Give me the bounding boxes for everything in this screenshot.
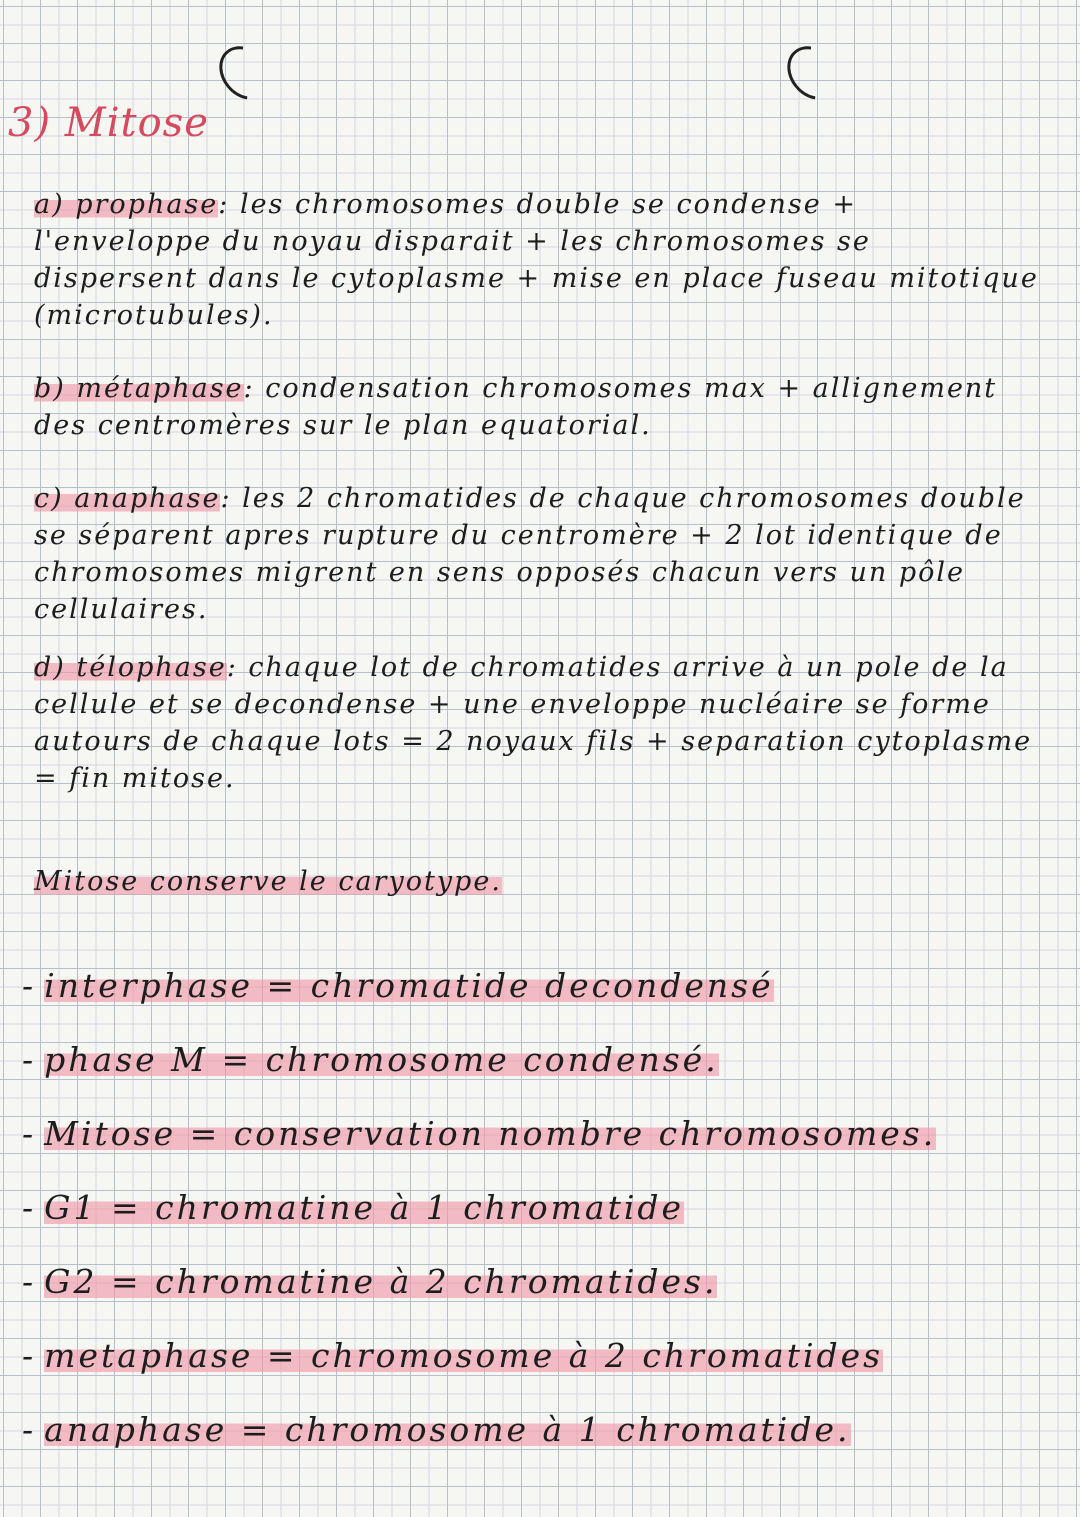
list-item: - interphase = chromatide decondensé bbox=[22, 966, 774, 1005]
metaphase-label: b) métaphase bbox=[34, 373, 244, 404]
list-item: - metaphase = chromosome à 2 chromatides bbox=[22, 1336, 884, 1375]
list-item: - anaphase = chromosome à 1 chromatide. bbox=[22, 1410, 851, 1449]
binder-hole bbox=[209, 36, 282, 110]
list-item: - phase M = chromosome condensé. bbox=[22, 1040, 719, 1079]
prophase-paragraph bbox=[34, 186, 1039, 334]
telophase-text: : chaque lot de chromatides arrive à un pole de la cellule et se decondense + une enveloppe nucléaire se forme autours de chaque lots = 2 noyaux fils + separation cytoplasme = fin mitose. bbox=[34, 652, 1033, 794]
metaphase-text: : condensation chromosomes max + allignement des centromères sur le plan equatorial. bbox=[34, 373, 998, 441]
page-title: 3) Mitose bbox=[8, 100, 209, 146]
telophase-paragraph bbox=[34, 649, 1039, 797]
list-item: - G2 = chromatine à 2 chromatides. bbox=[22, 1262, 718, 1301]
list-item: - G1 = chromatine à 1 chromatide bbox=[22, 1188, 685, 1227]
anaphase-label: c) anaphase bbox=[34, 483, 221, 514]
prophase-label: a) prophase bbox=[34, 189, 219, 220]
list-item: - Mitose = conservation nombre chromosomes. bbox=[22, 1114, 937, 1153]
summary-text: Mitose conserve le caryotype. bbox=[34, 866, 502, 897]
anaphase-paragraph bbox=[34, 480, 1039, 628]
prophase-text: : les chromosomes double se condense + l'enveloppe du noyau disparait + les chromosomes se dispersent dans le cytoplasme + mise en place fuseau mitotique (microtubules). bbox=[34, 189, 1039, 331]
telophase-label: d) télophase bbox=[34, 652, 227, 683]
binder-hole bbox=[777, 36, 850, 110]
definitions-list bbox=[22, 958, 1062, 1476]
anaphase-text: : les 2 chromatides de chaque chromosomes double se séparent apres rupture du centromère + 2 lot identique de chromosomes migrent en sens opposés chacun vers un pôle cellulaires. bbox=[34, 483, 1026, 625]
metaphase-paragraph bbox=[34, 370, 1039, 444]
summary-line bbox=[34, 863, 1039, 900]
